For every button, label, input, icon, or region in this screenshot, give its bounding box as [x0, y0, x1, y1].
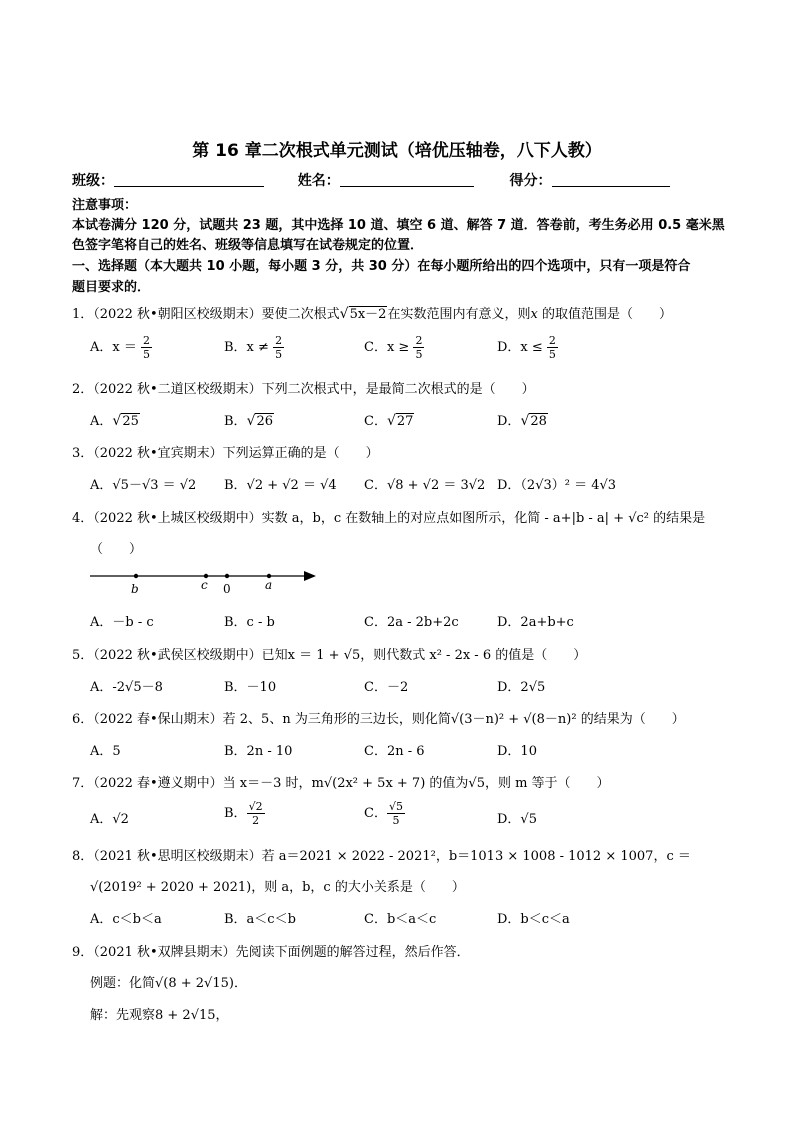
- q4-option-a[interactable]: A．－b - c: [90, 615, 154, 630]
- notice-line-1: 本试卷满分 120 分，试题共 23 题，其中选择 10 道、填空 6 道、解答 7 道．答卷前，考生务必用 0.5 毫米黑: [72, 218, 725, 233]
- page-title: 第 16 章二次根式单元测试（培优压轴卷，八下人教）: [192, 141, 602, 161]
- q6-option-a[interactable]: A．5: [90, 744, 121, 759]
- label-c: c: [201, 578, 208, 592]
- q5-stem: 5．（2022 秋•武侯区校级期中）已知x ＝ 1 + √5，则代数式 x² - 2x - 6 的值是（ ）: [72, 648, 587, 663]
- section1-line-1: 一、选择题（本大题共 10 小题，每小题 3 分，共 30 分）在每小题所给出的四个选项中，只有一项是符合: [72, 259, 691, 274]
- q3-option-d[interactable]: D．（2√3）² ＝ 4√3: [497, 478, 617, 493]
- score-blank[interactable]: [552, 172, 670, 187]
- score-label: 得分：: [509, 173, 552, 189]
- q4-stem: 4．（2022 秋•上城区校级期中）实数 a，b，c 在数轴上的对应点如图所示，化简 - a+|b - a| + √c² 的结果是: [72, 511, 706, 526]
- class-blank[interactable]: [114, 172, 264, 187]
- q8-stem-line-1: 8．（2021 秋•思明区校级期末）若 a＝2021 × 2022 - 2021²，b＝1013 × 1008 - 1012 × 1007，c ＝: [72, 849, 691, 864]
- q5-option-a[interactable]: A．-2√5－8: [90, 680, 163, 695]
- q7-option-a[interactable]: A．√2: [90, 812, 129, 827]
- q3-option-b[interactable]: B．√2 + √2 ＝ √4: [224, 478, 337, 493]
- notice-line-2: 色签字笔将自己的姓名、班级等信息填写在试卷规定的位置．: [72, 238, 424, 253]
- point-0: [225, 574, 229, 578]
- q4-paren: （ ）: [90, 542, 143, 557]
- section1-line-2: 题目要求的．: [72, 280, 151, 295]
- q6-stem: 6．（2022 春•保山期末）若 2、5、n 为三角形的三边长，则化简√(3－n)² + √(8－n)² 的结果为（ ）: [72, 712, 685, 727]
- q1-option-c[interactable]: C．x ≥ $\frac{2}{5}$: [364, 334, 423, 361]
- q6-option-c[interactable]: C．2n - 6: [364, 744, 425, 759]
- q2-option-b[interactable]: B．√26: [224, 413, 274, 429]
- student-info-row: [72, 170, 670, 190]
- q1-option-d[interactable]: D．x ≤ $\frac{2}{5}$: [497, 334, 556, 361]
- q6-option-b[interactable]: B．2n - 10: [224, 744, 293, 759]
- point-b: [134, 574, 138, 578]
- q9-example: 例题：化简√(8 + 2√15)．: [90, 976, 247, 991]
- q3-option-c[interactable]: C．√8 + √2 ＝ 3√2: [364, 478, 486, 493]
- q5-option-c[interactable]: C．－2: [364, 680, 409, 695]
- q4-option-d[interactable]: D．2a+b+c: [497, 615, 574, 630]
- notice-heading: 注意事项：: [72, 198, 138, 213]
- q1-stem: 1．（2022 秋•朝阳区校级期末）要使二次根式√5x－2在实数范围内有意义，则x 的取值范围是（ ）: [72, 303, 734, 322]
- q8-option-a[interactable]: A．c＜b＜a: [90, 912, 162, 927]
- q2-option-c[interactable]: C．√27: [364, 413, 414, 429]
- q2-option-a[interactable]: A．√25: [90, 413, 139, 429]
- q5-option-d[interactable]: D．2√5: [497, 680, 546, 695]
- q7-option-c[interactable]: C． $\frac{√5}{5}$: [364, 800, 403, 827]
- q6-option-d[interactable]: D．10: [497, 744, 537, 759]
- name-label: 姓名：: [297, 173, 340, 189]
- arrow-icon: [304, 571, 316, 581]
- q8-stem-line-2: √(2019² + 2020 + 2021)，则 a，b，c 的大小关系是（ ）: [90, 880, 465, 895]
- number-line-diagram: [88, 562, 320, 596]
- q5-option-b[interactable]: B．－10: [224, 680, 277, 695]
- q1-radical: √5x－2: [339, 306, 387, 322]
- q2-option-d[interactable]: D．√28: [497, 413, 547, 429]
- q1-option-a[interactable]: A．x ＝ $\frac{2}{5}$: [90, 334, 150, 361]
- q8-option-d[interactable]: D．b＜c＜a: [497, 912, 570, 927]
- q1-option-b[interactable]: B．x ≠ $\frac{2}{5}$: [224, 334, 283, 361]
- q7-stem: 7．（2022 春•遵义期中）当 x＝－3 时，m√(2x² + 5x + 7) 的值为√5，则 m 等于（ ）: [72, 776, 610, 791]
- q2-stem: 2．（2022 秋•二道区校级期末）下列二次根式中，是最简二次根式的是（ ）: [72, 382, 535, 397]
- q4-option-c[interactable]: C．2a - 2b+2c: [364, 615, 459, 630]
- q8-option-b[interactable]: B．a＜c＜b: [224, 912, 296, 927]
- name-blank[interactable]: [340, 172, 474, 187]
- q7-option-b[interactable]: B． $\frac{√2}{2}$: [224, 800, 263, 827]
- label-0: 0: [223, 582, 231, 596]
- label-b: b: [131, 582, 139, 596]
- q4-option-b[interactable]: B．c - b: [224, 615, 275, 630]
- q3-stem: 3．（2022 秋•宜宾期末）下列运算正确的是（ ）: [72, 446, 379, 461]
- q3-option-a[interactable]: A．√5－√3 ＝ √2: [90, 478, 197, 493]
- q9-stem: 9．（2021 秋•双牌县期末）先阅读下面例题的解答过程，然后作答．: [72, 945, 470, 960]
- label-a: a: [265, 578, 273, 592]
- q9-solution: 解：先观察8 + 2√15，: [90, 1008, 229, 1023]
- q8-option-c[interactable]: C．b＜a＜c: [364, 912, 437, 927]
- q7-option-d[interactable]: D．√5: [497, 812, 537, 827]
- class-label: 班级：: [72, 173, 114, 189]
